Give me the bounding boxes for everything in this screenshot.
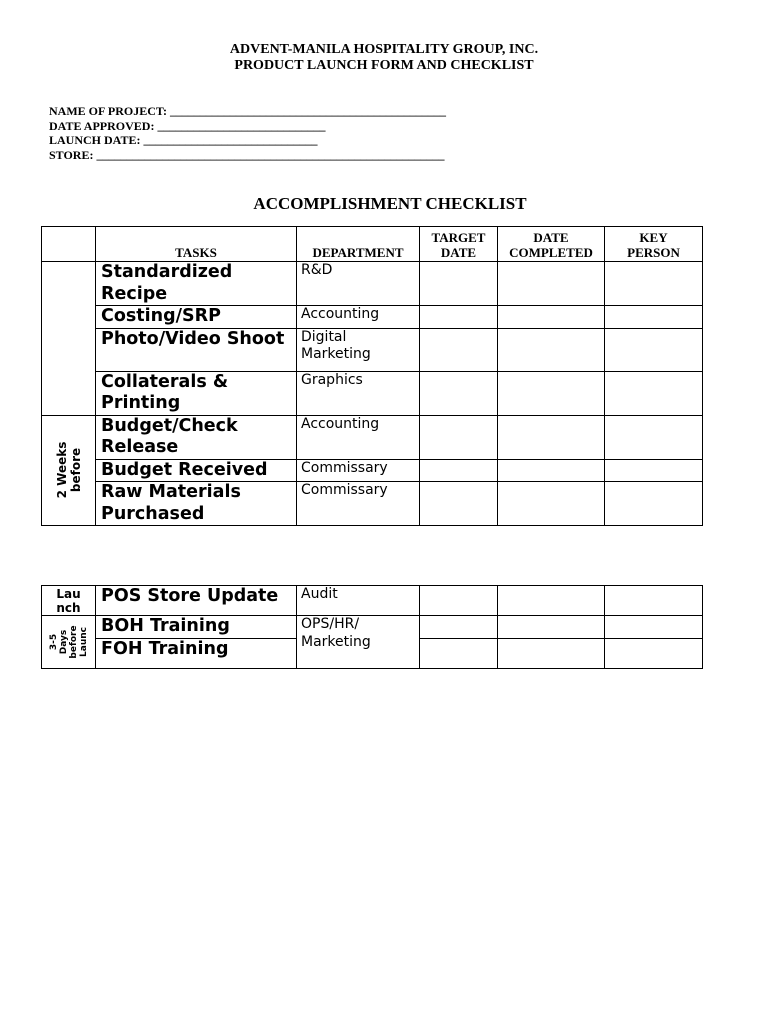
date-completed-cell[interactable]: [498, 616, 605, 639]
target-date-cell[interactable]: [420, 371, 498, 415]
target-date-cell[interactable]: [420, 262, 498, 306]
group-label-3-5-days-before-launch: [42, 616, 96, 669]
target-date-cell[interactable]: [420, 482, 498, 526]
department-name: OPS/HR/ Marketing: [297, 616, 420, 669]
field-label: STORE:: [49, 148, 94, 163]
header-department: DEPARTMENT: [297, 227, 420, 262]
checklist-table-launch: [41, 585, 703, 669]
group-label-text: 3-5 Days before Launc: [48, 625, 89, 659]
field-date-approved: [49, 119, 446, 134]
field-line: ____________________________: [157, 118, 326, 133]
task-name: Collaterals & Printing: [96, 371, 297, 415]
date-completed-cell[interactable]: [498, 371, 605, 415]
key-person-cell[interactable]: [605, 586, 703, 616]
group-label-launch: [42, 586, 96, 616]
task-name: Budget Received: [96, 459, 297, 482]
key-person-cell[interactable]: [605, 459, 703, 482]
form-header: [0, 42, 768, 74]
table-row: [42, 586, 703, 616]
table-row: [42, 415, 703, 459]
field-line: _____________________________: [143, 133, 318, 148]
table-row: [42, 328, 703, 371]
key-person-cell[interactable]: [605, 638, 703, 668]
field-label: LAUNCH DATE:: [49, 133, 141, 148]
form-title: PRODUCT LAUNCH FORM AND CHECKLIST: [234, 58, 534, 73]
table-row: [42, 262, 703, 306]
task-name: Standardized Recipe: [96, 262, 297, 306]
date-completed-cell[interactable]: [498, 482, 605, 526]
group-label-text: Launch: [56, 587, 81, 615]
target-date-cell[interactable]: [420, 586, 498, 616]
task-name: Raw Materials Purchased: [96, 482, 297, 526]
task-name: BOH Training: [96, 616, 297, 639]
key-person-cell[interactable]: [605, 306, 703, 329]
key-person-cell[interactable]: [605, 328, 703, 371]
field-launch-date: [49, 133, 446, 148]
table-row: [42, 306, 703, 329]
target-date-cell[interactable]: [420, 306, 498, 329]
field-label: NAME OF PROJECT:: [49, 104, 167, 118]
date-completed-cell[interactable]: [498, 586, 605, 616]
header-blank: [42, 227, 96, 262]
table-row: [42, 616, 703, 639]
field-label: DATE APPROVED:: [49, 118, 155, 133]
table-row: [42, 482, 703, 526]
target-date-cell[interactable]: [420, 459, 498, 482]
project-fields: [49, 104, 446, 163]
date-completed-cell[interactable]: [498, 415, 605, 459]
department-name: Commissary: [297, 459, 420, 482]
department-name: Commissary: [297, 482, 420, 526]
checklist-title: ACCOMPLISHMENT CHECKLIST: [253, 194, 527, 213]
task-name: FOH Training: [96, 638, 297, 668]
task-name: Budget/Check Release: [96, 415, 297, 459]
date-completed-cell[interactable]: [498, 306, 605, 329]
department-name: R&D: [297, 262, 420, 306]
group-label-blank: [42, 262, 96, 416]
key-person-cell[interactable]: [605, 262, 703, 306]
key-person-cell[interactable]: [605, 482, 703, 526]
date-completed-cell[interactable]: [498, 459, 605, 482]
header-date-completed: DATE COMPLETED: [498, 227, 605, 262]
task-name: Costing/SRP: [96, 306, 297, 329]
department-name: Audit: [297, 586, 420, 616]
key-person-cell[interactable]: [605, 616, 703, 639]
group-label-2-weeks-before: [42, 415, 96, 526]
target-date-cell[interactable]: [420, 638, 498, 668]
checklist-table-pre-launch: [41, 226, 703, 526]
group-label-text: 2 Weeks before: [54, 441, 83, 499]
field-project-name: [49, 104, 446, 119]
task-name: POS Store Update: [96, 586, 297, 616]
date-completed-cell[interactable]: [498, 328, 605, 371]
date-completed-cell[interactable]: [498, 638, 605, 668]
target-date-cell[interactable]: [420, 616, 498, 639]
key-person-cell[interactable]: [605, 371, 703, 415]
key-person-cell[interactable]: [605, 415, 703, 459]
field-store: [49, 148, 446, 163]
header-target-date: TARGET DATE: [420, 227, 498, 262]
department-name: Accounting: [297, 415, 420, 459]
target-date-cell[interactable]: [420, 328, 498, 371]
table-row: [42, 371, 703, 415]
target-date-cell[interactable]: [420, 415, 498, 459]
task-name: Photo/Video Shoot: [96, 328, 297, 371]
field-line: __________________________________________________________: [96, 148, 445, 163]
company-name: ADVENT-MANILA HOSPITALITY GROUP, INC.: [229, 42, 539, 57]
table-row: [42, 459, 703, 482]
header-key-person: KEY PERSON: [605, 227, 703, 262]
department-name: Digital Marketing: [297, 328, 420, 371]
table-header-row: [42, 227, 703, 262]
department-name: Graphics: [297, 371, 420, 415]
field-line: ______________________________________________: [170, 104, 446, 118]
header-tasks: TASKS: [96, 227, 297, 262]
date-completed-cell[interactable]: [498, 262, 605, 306]
department-name: Accounting: [297, 306, 420, 329]
